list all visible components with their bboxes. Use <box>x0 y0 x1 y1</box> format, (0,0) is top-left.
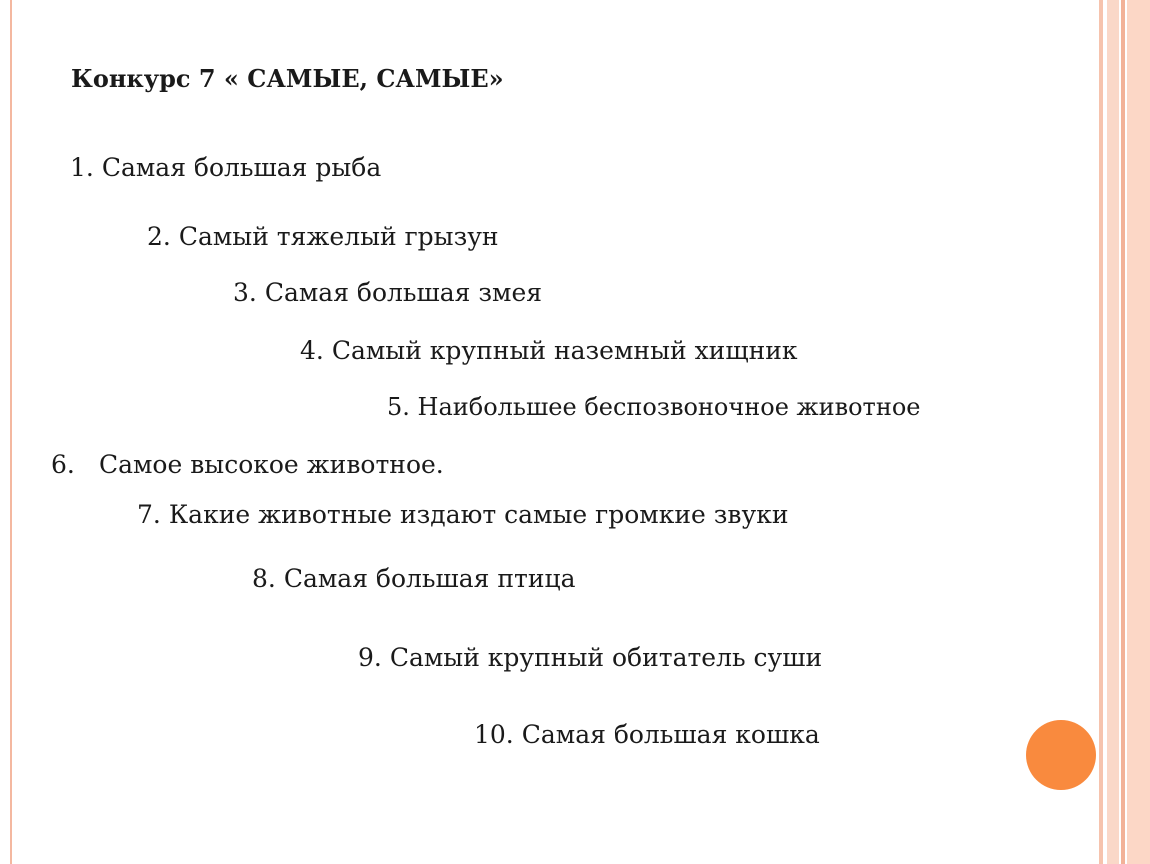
item-number: 5. <box>387 393 410 421</box>
item-text: Самый крупный обитатель суши <box>389 643 823 672</box>
right-decor-stripe <box>1121 0 1125 864</box>
item-text: Самая большая рыба <box>101 153 382 182</box>
list-item <box>300 336 798 366</box>
list-item <box>147 222 499 252</box>
orange-circle-decoration <box>1026 720 1096 790</box>
item-text: Самое высокое животное. <box>98 450 444 479</box>
list-item <box>252 564 576 594</box>
item-text: Самый тяжелый грызун <box>178 222 499 251</box>
item-text: Самый крупный наземный хищник <box>331 336 798 365</box>
left-frame-line <box>10 0 12 864</box>
list-item <box>358 643 822 673</box>
list-item <box>70 153 381 183</box>
item-number: 7. <box>137 500 161 529</box>
item-text: Самая большая птица <box>283 564 576 593</box>
item-number: 9. <box>358 643 382 672</box>
item-number: 10. <box>474 720 514 749</box>
right-decor-stripe <box>1107 0 1119 864</box>
right-decor-stripe <box>1127 0 1150 864</box>
item-number: 1. <box>70 153 94 182</box>
list-item <box>51 450 444 480</box>
list-item <box>474 720 820 750</box>
right-decor-stripe <box>1099 0 1103 864</box>
item-number: 2. <box>147 222 171 251</box>
item-number: 6. <box>51 450 75 479</box>
item-text: Какие животные издают самые громкие звуки <box>168 500 789 529</box>
item-text: Самая большая змея <box>264 278 543 307</box>
list-item <box>137 500 788 530</box>
item-number: 4. <box>300 336 324 365</box>
item-number: 3. <box>233 278 257 307</box>
item-text: Самая большая кошка <box>521 720 820 749</box>
slide-title: Конкурс 7 « САМЫЕ, САМЫЕ» <box>71 64 504 93</box>
item-number: 8. <box>252 564 276 593</box>
item-text: Наибольшее беспозвоночное животное <box>417 393 921 421</box>
list-item <box>233 278 542 308</box>
list-item <box>387 393 920 422</box>
